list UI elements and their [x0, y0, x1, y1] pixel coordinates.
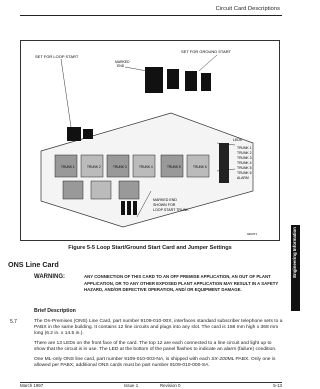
- para3-end: ML PABX. Only one is allowed per PABX; additional ONS cards must be part number 9109-010-000-SA.: [34, 357, 276, 369]
- callout-marked-end-top-1: MARKED: [115, 60, 130, 64]
- paragraph-number: 5.7: [10, 319, 17, 325]
- callout-marked-end-bottom-3: LOOP START TRUNK: [153, 208, 189, 212]
- paragraph-leds: There are 13 LEDs on the front face of the card. The top 12 are each connected to a line circuit and light up to show that the circuit is in use. The LED at the bottom of the panel flashes to indicate an alarm (failure) condition.: [34, 341, 277, 353]
- leds-title: LEDs: [233, 138, 242, 142]
- led-label-alarm: ALARM: [237, 176, 249, 180]
- trunk-label-4: TRUNK 4: [139, 165, 153, 169]
- bottom-jumper-detail: [121, 201, 137, 215]
- page-header: Circuit Card Descriptions: [215, 6, 280, 12]
- figure-caption: Figure 5-5 Loop Start/Ground Start Card and Jumper Settings: [68, 245, 232, 251]
- side-tab: [291, 225, 300, 311]
- card-illustration: [21, 41, 279, 240]
- callout-loop-start: SET FOR LOOP START: [35, 54, 79, 59]
- footer-revision: Revision 0: [160, 383, 181, 388]
- trunk-label-1: TRUNK 1: [61, 165, 75, 169]
- figure-code: 0403T1: [247, 232, 258, 236]
- callout-marked-end-bottom-2: SHOWN FOR: [153, 203, 176, 207]
- led-label-trunk-4: TRUNK 4: [237, 161, 252, 165]
- footer-page-number: 5-13: [273, 383, 282, 388]
- product-name: SX-200: [211, 357, 228, 362]
- callout-marked-end-top-2: END: [117, 64, 125, 68]
- warning-text: ANY CONNECTION OF THIS CARD TO AN OFF PREMISE APPLICATION, AN OUT OF PLANT APPLICATION, OR TO ANY OTHER EXPOSED PLANT APPLICATION MAY RESULT IN A SAFETY HAZARD, AND/OR DEFECTIVE OPERATION, AND/ OR EQUIPMENT DAMAGE.: [84, 274, 279, 293]
- paragraph-ml-card: [34, 357, 284, 369]
- callout-marked-end-bottom-1: MARKED END: [153, 198, 177, 202]
- trunk-label-5: TRUNK 5: [167, 165, 181, 169]
- led-label-trunk-5: TRUNK 5: [237, 166, 252, 170]
- led-strip: [219, 143, 229, 183]
- para3-start: One ML-only ONS line card, part number 9109-010-003-NA, is shipped with each: [34, 357, 212, 362]
- footer-issue: Issue 1: [124, 383, 139, 388]
- trunk-label-2: TRUNK 2: [87, 165, 101, 169]
- led-label-trunk-3: TRUNK 3: [237, 156, 252, 160]
- warning-label: WARNING:: [34, 274, 65, 280]
- led-label-trunk-1: TRUNK 1: [237, 146, 252, 150]
- footer-date: March 1997: [20, 383, 44, 388]
- paragraph-ons-card: The On-Premises (ONS) Line Card, part number 9109-010-00X, interfaces standard subscriber telephone sets to a PABX in the same building. It contains 12 line circuits and plugs into any slot. The card is 158 mm high x 368 mm long (6.2 in. x 14.5 in.).: [34, 319, 283, 337]
- footer-rule: [20, 382, 282, 383]
- brief-description-heading: Brief Description: [34, 308, 76, 314]
- led-label-trunk-2: TRUNK 2: [237, 151, 252, 155]
- trunk-label-3: TRUNK 3: [113, 165, 127, 169]
- header-rule: [20, 15, 282, 16]
- led-label-trunk-6: TRUNK 6: [237, 171, 252, 175]
- side-tab-label: Engineering Information: [292, 227, 297, 278]
- figure-loop-ground-start-card: [20, 40, 280, 241]
- section-title: ONS Line Card: [8, 260, 59, 269]
- trunk-label-6: TRUNK 6: [193, 165, 207, 169]
- callout-ground-start: SET FOR GROUND START: [181, 49, 232, 54]
